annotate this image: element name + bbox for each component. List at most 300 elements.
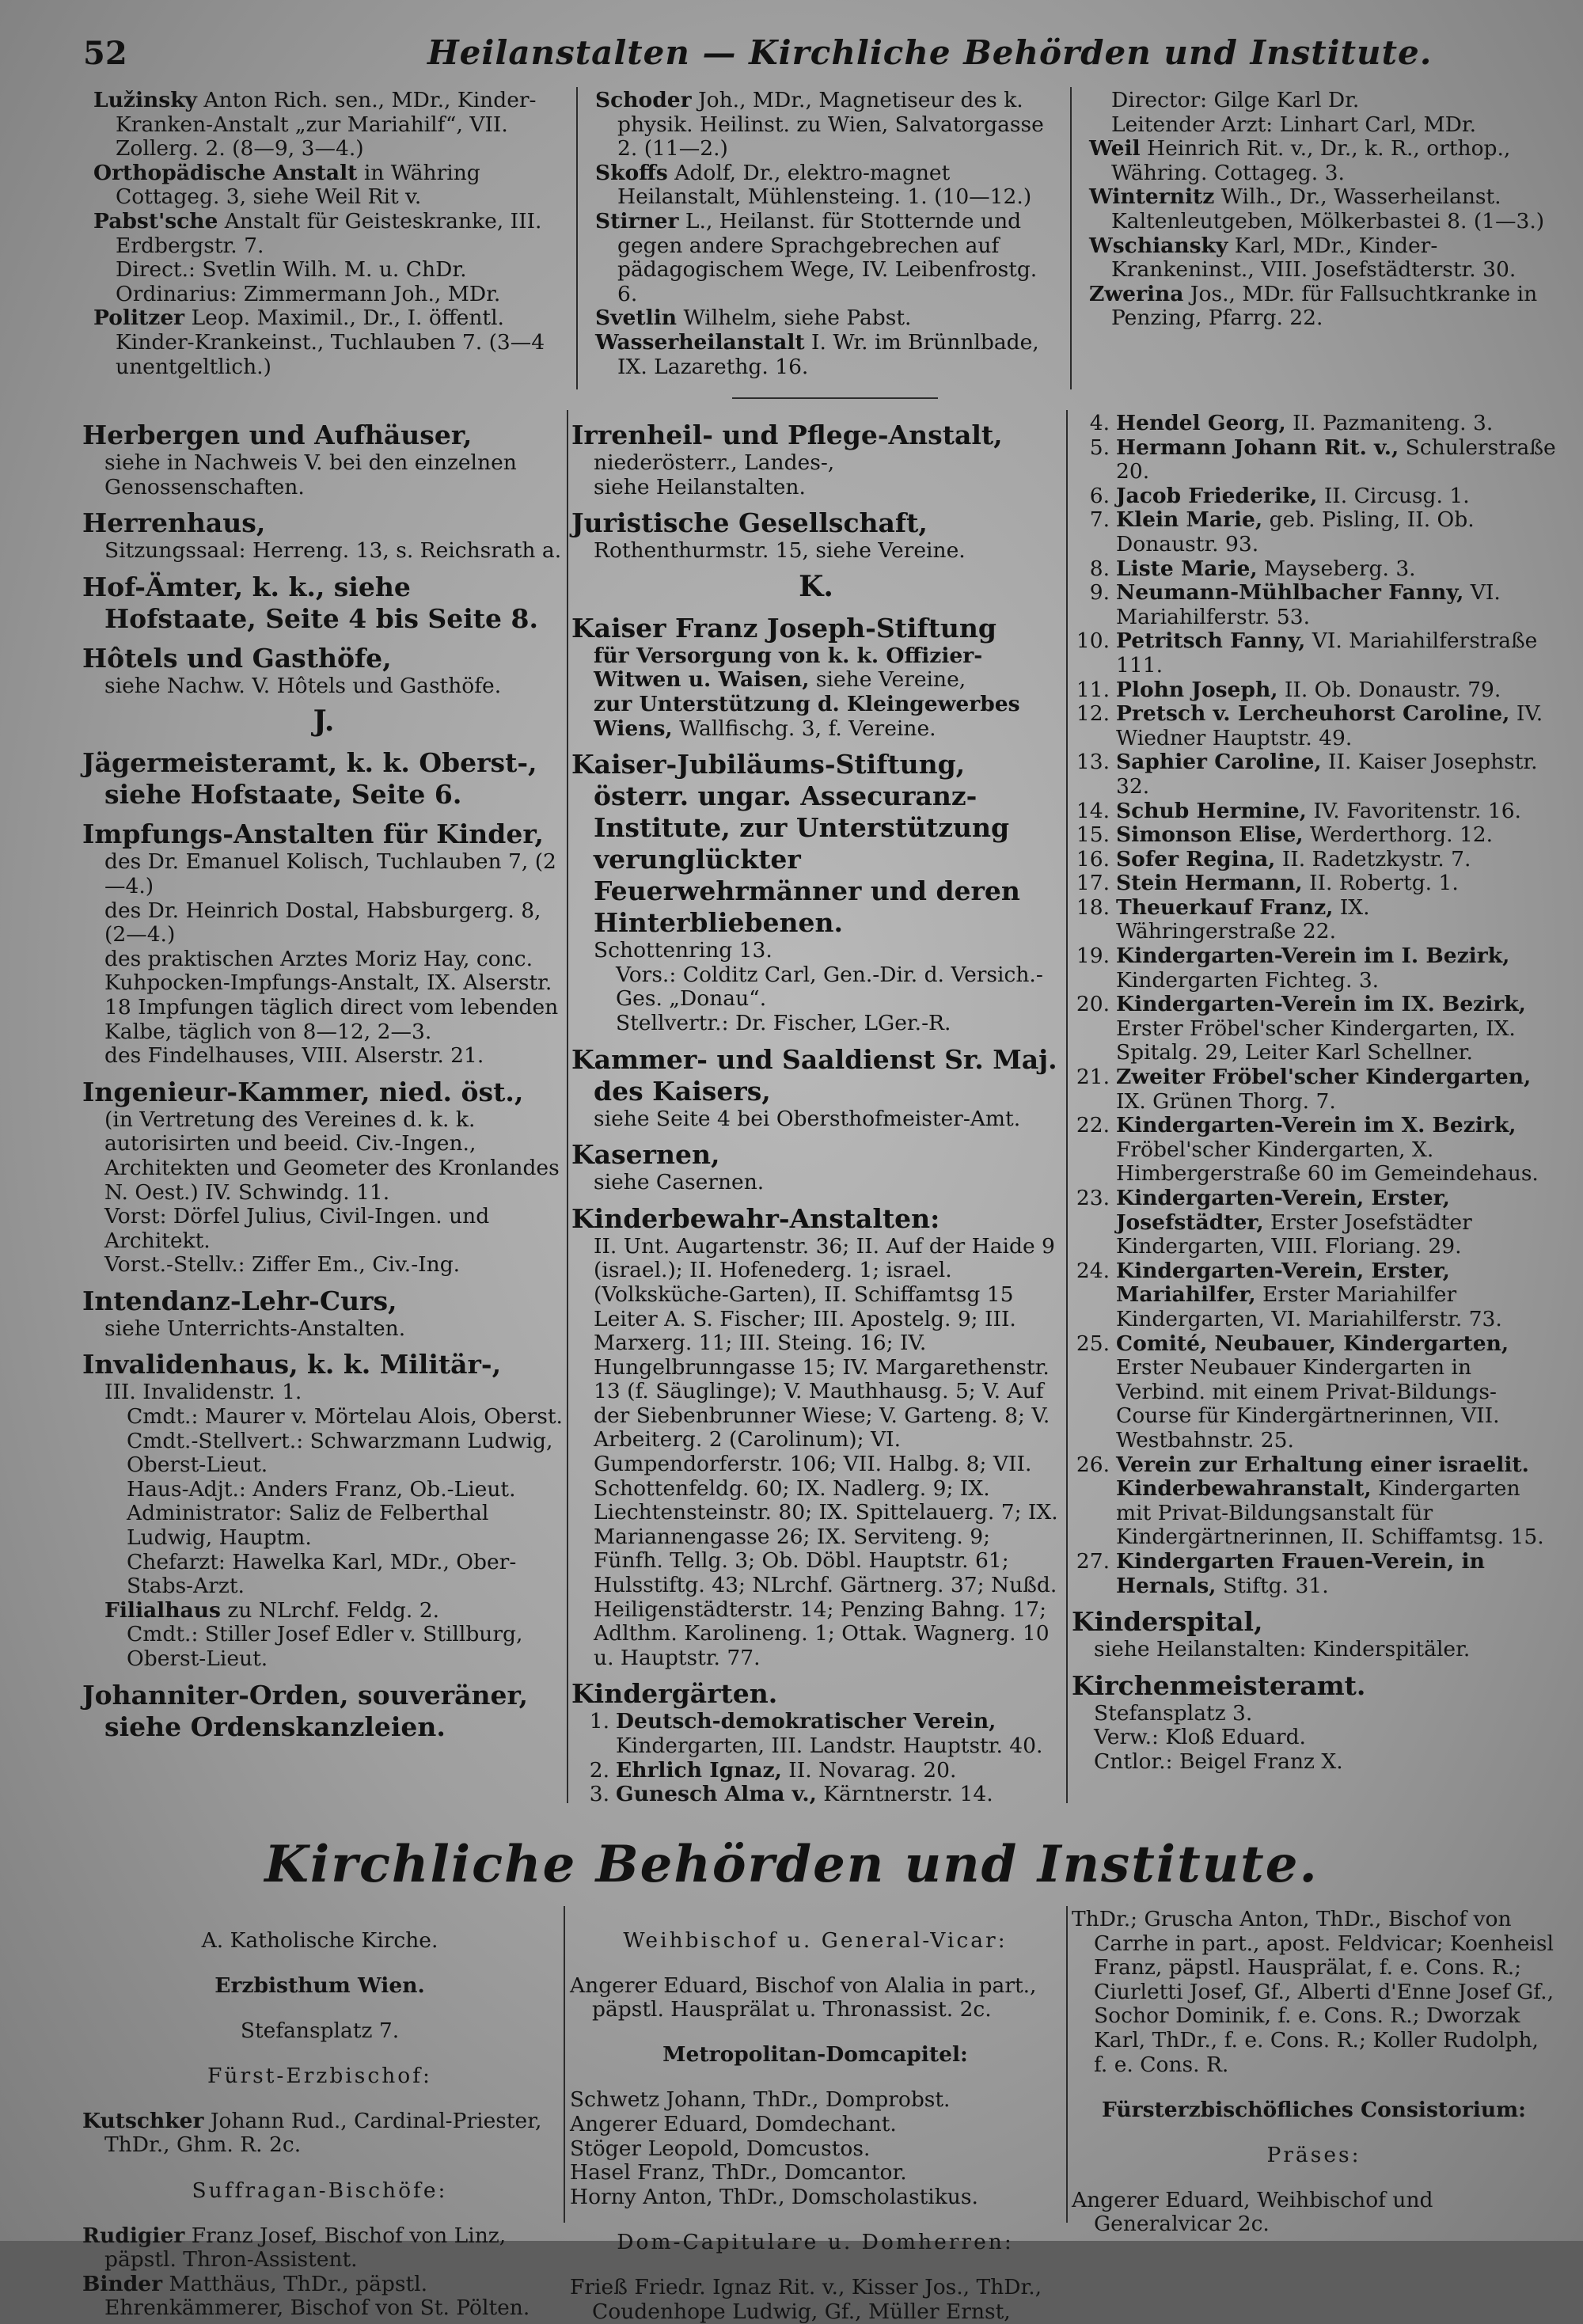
directory-entry (570, 1974, 1061, 2022)
entry-text: Anton Rich. sen., MDr., Kinder-Kranken-Anstalt „zur Mariahilf“, VII. Zollerg. 2. (8—9, 3—4.) (116, 88, 537, 161)
section-heading (571, 1678, 1061, 1710)
column-divider (567, 410, 568, 1803)
block2-column-2 (571, 412, 1061, 1807)
alphabet-letter (571, 568, 1061, 605)
entry-number: 24. (1076, 1258, 1110, 1283)
entry-text: des Dr. Heinrich Dostal, Habsburgerg. 8, (2—4.) (104, 898, 541, 947)
entry-detail (82, 899, 565, 947)
column-divider (564, 1906, 565, 2223)
entry-name: Ehrlich Ignaz, (616, 1757, 782, 1783)
numbered-entry (1072, 1259, 1556, 1332)
entry-name: Lužinsky (93, 88, 197, 112)
entry-text: Fürst-Erzbischof: (207, 2063, 432, 2088)
entry-text: Vorst: Dörfel Julius, Civil-Ingen. und Architekt. (104, 1204, 490, 1253)
entry-name: Herbergen und Aufhäuser, (82, 420, 473, 450)
entry-text: II. Unt. Augartenstr. 36; II. Auf der Haide 9 (israel.); II. Hofenederg. 1; israel. (Volksküche-Garten), II. Schiffamtsg 15 Leiter A. S. Fischer; III. Apostelg. 9; III. Marxerg. 11; III. Steing. 16; IV. Hungelbrunngasse 15; IV. Margarethenstr. 13 (f. Säuglinge); V. Mauthhausg. 5; V. Auf der Siebenbrunner Wiese; V. Garteng. 8; V. Arbeiterg. 2 (Carolinum); VI. Gumpendorferstr. 106; VII. Halbg. 8; VII. Schottenfeldg. 60; IX. Nadlerg. 9; IX. Liechtensteinstr. 80; IX. Spittelauerg. 7; IX. Mariannengasse 26; IX. Serviteng. 9; Fünfh. Tellg. 3; Ob. Döbl. Hauptstr. 61; Hulsstiftg. 43; NLrchf. Gärtnerg. 37; Nußd. Heiligenstädterstr. 14; Penzing Bahng. 17; Adlthm. Karolineng. 1; Ottak. Wagnerg. 10 u. Hauptstr. 77. (594, 1233, 1058, 1670)
column-divider (1066, 410, 1068, 1803)
entry-detail (571, 1235, 1061, 1671)
block1-column-3 (1089, 89, 1556, 331)
entry-name: Kaiser-Jubiläums-Stiftung, (571, 749, 966, 780)
directory-entry (93, 258, 568, 283)
entry-text: Erzbisthum Wien. (214, 1973, 425, 1998)
section-heading (571, 420, 1061, 451)
entry-text: IV. Favoritenstr. 16. (1306, 798, 1521, 823)
entry-text: nied. öst., (370, 1076, 524, 1107)
entry-name: Hôtels und Gasthöfe, (82, 642, 392, 674)
entry-detail (1072, 1726, 1556, 1750)
directory-entry (93, 161, 568, 210)
entry-name: Kasernen, (571, 1139, 720, 1171)
entry-detail (82, 1380, 565, 1405)
numbered-entry (571, 1710, 1061, 1758)
entry-detail (82, 1551, 565, 1599)
entry-name: Jacob Friederike, (1116, 483, 1318, 508)
entry-detail (571, 644, 1061, 693)
entry-number: 5. (1089, 435, 1110, 460)
entry-name: Neumann-Mühlbacher Fanny, (1116, 580, 1464, 606)
entry-name: Sofer Regina, (1116, 846, 1276, 872)
entry-name: Ingenieur-Kammer, (82, 1076, 370, 1107)
entry-name: Kutschker (82, 2108, 204, 2133)
column-divider (576, 87, 578, 389)
entry-detail (82, 1599, 565, 1623)
centered-heading (82, 1974, 557, 1999)
entry-text: Joh., MDr., Magnetiseur des k. physik. Heilinst. zu Wien, Salvatorgasse 2. (11—2.) (617, 88, 1044, 161)
entry-name: Kirchenmeisteramt. (1072, 1669, 1366, 1701)
entry-detail (82, 850, 565, 898)
entry-name: Gunesch Alma v., (616, 1782, 817, 1807)
entry-text: Stellvertr.: Dr. Fischer, LGer.-R. (616, 1010, 951, 1035)
entry-text: Vorst.-Stellv.: Ziffer Em., Civ.-Ing. (104, 1252, 461, 1278)
role-heading (1072, 2144, 1556, 2168)
centered-line (82, 2019, 557, 2044)
entry-name: Kammer- und Saaldienst (571, 1043, 936, 1075)
entry-name: Irrenheil- und Pflege-Anstalt, (571, 420, 1003, 450)
entry-number: 26. (1076, 1452, 1110, 1477)
entry-text: Cntlor.: Beigel Franz X. (1094, 1749, 1343, 1774)
entry-name: Kinderspital, (1072, 1606, 1263, 1638)
entry-number: 19. (1076, 944, 1110, 969)
entry-text: des Dr. Emanuel Kolisch, Tuchlauben 7, (2—4.) (104, 849, 556, 898)
entry-text: VI. Mariahilferstraße 111. (1116, 628, 1538, 678)
section-heading (571, 749, 1061, 939)
numbered-entry (1072, 1332, 1556, 1453)
entry-detail (571, 1107, 1061, 1132)
numbered-entry (1072, 484, 1556, 509)
entry-number: 14. (1076, 798, 1110, 823)
directory-entry (82, 2109, 557, 2158)
entry-name: Hof-Ämter, (82, 571, 244, 602)
numbered-entry (571, 1759, 1061, 1783)
numbered-entry (1072, 581, 1556, 629)
entry-number: 8. (1089, 556, 1110, 581)
entry-text: Stöger Leopold, Domcustos. (570, 2136, 871, 2161)
numbered-entry (1072, 629, 1556, 678)
entry-name: Stirner (595, 208, 679, 234)
block3-column-1 (82, 1908, 557, 2321)
section-heading (571, 1044, 1061, 1107)
entry-text: Erster Josefstädter Kindergarten, VIII. Floriang. 29. (1116, 1209, 1472, 1259)
entry-text: siehe Seite 4 bei Obersthofmeister-Amt. (594, 1106, 1021, 1131)
directory-entry (93, 210, 568, 258)
entry-text: Leitender Arzt: Linhart Carl, MDr. (1111, 112, 1477, 137)
entry-text: Schwetz Johann, ThDr., Domprobst. (570, 2087, 951, 2113)
section-heading (82, 818, 565, 850)
entry-detail (82, 1253, 565, 1278)
entry-text: II. Robertg. 1. (1302, 871, 1459, 896)
entry-text: Adolf, Dr., elektro-magnet Heilanstalt, Mühlensteing. 1. (10—12.) (617, 160, 1032, 210)
entry-text: niederösterr., Landes-, (594, 450, 835, 475)
entry-text: Weihbischof u. General-Vicar: (623, 1927, 1008, 1953)
section-heading (82, 572, 565, 635)
entry-name: Binder (82, 2271, 163, 2296)
entry-name: Wschiansky (1089, 233, 1228, 258)
entry-name: Simonson Elise, (1116, 822, 1304, 848)
entry-number: 17. (1076, 871, 1110, 896)
entry-text: Präses: (1266, 2142, 1361, 2167)
entry-detail (82, 1623, 565, 1671)
numbered-entry (1072, 872, 1556, 896)
numbered-entry (1072, 412, 1556, 436)
entry-text: Angerer Eduard, Weihbischof und Generalvicar 2c. (1072, 2187, 1433, 2237)
section-heading (82, 420, 565, 451)
numbered-entry (1072, 1550, 1556, 1598)
role-heading (82, 2064, 557, 2089)
entry-text: Leop. Maximil., Dr., I. öffentl. Kinder-Krankeinst., Tuchlauben 7. (3—4 unentgeltlich.) (116, 306, 545, 379)
entry-text: Horny Anton, ThDr., Domscholastikus. (570, 2184, 978, 2209)
entry-text: Jos., MDr. für Fallsuchtkranke in Penzing, Pfarrg. 22. (1111, 281, 1538, 331)
numbered-entry (1072, 1065, 1556, 1114)
entry-text: Stiftg. 31. (1216, 1573, 1329, 1598)
entry-number: 12. (1076, 701, 1110, 727)
directory-entry (1089, 283, 1556, 331)
section-heading (1072, 1670, 1556, 1702)
section-heading (82, 507, 565, 539)
entry-name: zur Unterstützung d. Kleingewerbes Wiens, (594, 691, 1020, 741)
entry-text: in Währing Cottageg. 3, siehe Weil Rit v. (116, 160, 480, 210)
entry-text: Erster Mariahilfer Kindergarten, VI. Mariahilferstr. 73. (1116, 1282, 1502, 1331)
role-heading (82, 2179, 557, 2204)
numbered-entry (1072, 557, 1556, 582)
entry-text: Heinrich Rit. v., Dr., k. R., orthop., Währing. Cottageg. 3. (1111, 136, 1511, 185)
numbered-entry (1072, 944, 1556, 993)
entry-text: VI. Mariahilferstr. 53. (1116, 580, 1501, 629)
section-heading (571, 613, 1061, 644)
entry-text: II. Circusg. 1. (1317, 483, 1470, 508)
numbered-entry (1072, 823, 1556, 848)
entry-text: Mayseberg. 3. (1257, 556, 1416, 581)
entry-name: Orthopädische Anstalt (93, 160, 358, 185)
entry-text: für Kinder, (374, 818, 544, 850)
entry-text: siehe Vereine, (809, 667, 966, 693)
entry-detail (82, 1478, 565, 1502)
directory-entry (1089, 234, 1556, 283)
entry-detail (82, 1044, 565, 1069)
directory-entry (1072, 2189, 1556, 2237)
entry-text: Direct.: Svetlin Wilh. M. u. ChDr. (116, 257, 467, 283)
entry-text: IX. Grünen Thorg. 7. (1116, 1088, 1336, 1114)
directory-entry (570, 2276, 1061, 2324)
entry-name: Svetlin (595, 306, 678, 331)
entry-text: Angerer Eduard, Bischof von Alalia in part., päpstl. Hausprälat u. Thronassist. 2c. (570, 1973, 1037, 2022)
entry-text: Wilhelm, siehe Pabst. (677, 306, 912, 331)
entry-text: Vors.: Colditz Carl, Gen.-Dir. d. Versich.-Ges. „Donau“. (616, 962, 1043, 1012)
entry-text: des praktischen Arztes Moriz Hay, conc. Kuhpocken-Impfungs-Anstalt, IX. Alserstr. 18 Impfungen täglich direct vom lebenden Kalbe, täglich von 8—12, 2—3. (104, 946, 559, 1044)
entry-text: II. Pazmaniteng. 3. (1285, 411, 1494, 435)
block1-column-2 (595, 89, 1062, 379)
section-rule (732, 397, 938, 399)
entry-name: Liste Marie, (1116, 556, 1258, 581)
entry-name: Skoffs (595, 160, 668, 185)
directory-entry (1072, 1908, 1556, 2077)
entry-detail (82, 947, 565, 1044)
entry-text: IV. Wiedner Hauptstr. 49. (1116, 701, 1543, 750)
section-heading (82, 1349, 565, 1380)
numbered-entry (1072, 678, 1556, 703)
entry-text: geb. Pisling, II. Ob. Donaustr. 93. (1116, 507, 1475, 556)
entry-text: (in Vertretung des Vereines d. k. k. autorisirten und beeid. Civ.-Ingen., Architekten und Geometer des Kronlandes N. Oest.) IV. Schwindg. 11. (104, 1107, 560, 1205)
entry-text: siehe Nachw. V. Hôtels und Gasthöfe. (104, 673, 502, 698)
entry-text: Verw.: Kloß Eduard. (1094, 1725, 1306, 1750)
entry-text: siehe in Nachweis V. bei den einzelnen Genossenschaften. (104, 450, 517, 499)
entry-text: Frieß Friedr. Ignaz Rit. v., Kisser Jos., ThDr., Coudenhope Ludwig, Gf., Müller Ernst, (570, 2274, 1042, 2324)
section-title: Kirchliche Behörden und Institute. (264, 1835, 1319, 1894)
entry-number: 20. (1076, 992, 1110, 1017)
entry-detail (82, 1205, 565, 1253)
entry-text: Suffragan-Bischöfe: (192, 2178, 448, 2203)
entry-name: Petritsch Fanny, (1116, 628, 1306, 654)
entry-text: Haus-Adjt.: Anders Franz, Ob.-Lieut. (127, 1476, 516, 1502)
entry-name: Pabst'sche (93, 208, 218, 234)
entry-text: Werderthorg. 12. (1303, 822, 1494, 848)
entry-text: Franz Josef, Bischof von Linz, päpstl. Thron-Assistent. (104, 2223, 507, 2273)
section-heading (571, 1203, 1061, 1235)
entry-text: Schulerstraße 20. (1116, 435, 1556, 484)
directory-entry (570, 2137, 1061, 2162)
entry-detail (571, 451, 1061, 476)
entry-text: Kindergarten Fichteg. 3. (1116, 967, 1380, 993)
entry-text: siehe Unterrichts-Anstalten. (104, 1316, 406, 1341)
numbered-entry (1072, 848, 1556, 872)
entry-text: Administrator: Saliz de Felberthal Ludwig, Hauptm. (127, 1501, 489, 1551)
entry-name: Filialhaus (104, 1597, 221, 1623)
block3-column-2 (570, 1908, 1061, 2324)
entry-detail (82, 674, 565, 699)
numbered-entry (1072, 896, 1556, 944)
entry-detail (571, 939, 1061, 963)
entry-number: 18. (1076, 894, 1110, 920)
entry-number: 25. (1076, 1331, 1110, 1356)
entry-detail (571, 963, 1061, 1012)
entry-text: J. (313, 704, 335, 739)
directory-entry (595, 331, 1062, 379)
entry-name: für Versorgung von k. k. Offizier-Witwen u. Waisen, (594, 643, 983, 693)
entry-name: Hendel Georg, (1116, 411, 1286, 435)
directory-entry (93, 89, 568, 161)
entry-text: A. Katholische Kirche. (201, 1927, 438, 1953)
page-header (0, 30, 1583, 78)
entry-text: zu NLrchf. Feldg. 2. (220, 1597, 439, 1623)
numbered-entry (571, 1783, 1061, 1807)
centered-heading (1072, 2098, 1556, 2123)
entry-number: 9. (1089, 580, 1110, 606)
section-heading (571, 507, 1061, 539)
entry-text: II. Radetzkystr. 7. (1275, 846, 1471, 872)
numbered-entry (1072, 436, 1556, 484)
directory-entry (570, 2185, 1061, 2210)
entry-name: Saphier Caroline, (1116, 750, 1322, 775)
entry-text: Karl, MDr., Kinder-Krankeninst., VIII. Josefstädterstr. 30. (1111, 233, 1517, 283)
running-title: Heilanstalten — Kirchliche Behörden und Institute. (427, 33, 1433, 72)
entry-detail (571, 1012, 1061, 1036)
directory-entry (595, 161, 1062, 210)
entry-text: II. Ob. Donaustr. 79. (1277, 677, 1501, 702)
entry-text: Rothenthurmstr. 15, siehe Vereine. (594, 538, 966, 564)
block3-column-3 (1072, 1908, 1556, 2237)
entry-name: Kindergärten. (571, 1678, 778, 1710)
entry-number: 27. (1076, 1548, 1110, 1574)
directory-entry (93, 283, 568, 307)
entry-text: k. k. Militär-, (298, 1349, 502, 1380)
section-heading (1072, 1606, 1556, 1638)
block2-column-1 (82, 412, 565, 1743)
entry-text: Cmdt.: Stiller Josef Edler v. Stillburg, Oberst-Lieut. (127, 1622, 523, 1671)
entry-text: Ordinarius: Zimmermann Joh., MDr. (116, 281, 501, 306)
entry-text: k. k., siehe Hofstaate, Seite 4 bis Seite 8. (104, 571, 538, 634)
entry-text: Sr. Maj. des Kaisers, (594, 1043, 1057, 1107)
entry-number: 13. (1076, 750, 1110, 775)
entry-text: österr. ungar. Assecuranz-Institute, zur Unterstützung verunglückter Feuerwehrmänner und deren Hinterbliebenen. (594, 780, 1020, 939)
entry-name: Invalidenhaus, (82, 1349, 298, 1380)
entry-name: Zweiter Fröbel'scher Kindergarten, (1116, 1065, 1532, 1090)
column-divider (1066, 1906, 1068, 2223)
entry-number: 6. (1089, 483, 1110, 508)
numbered-entry (1072, 1453, 1556, 1550)
entry-text: Wilh., Dr., Wasserheilanst. Kaltenleutgeben, Mölkerbastei 8. (1—3.) (1111, 184, 1545, 234)
entry-text: Cmdt.: Maurer v. Mörtelau Alois, Oberst. (127, 1404, 563, 1430)
entry-name: Schub Hermine, (1116, 798, 1307, 823)
entry-name: Juristische Gesellschaft, (571, 507, 928, 539)
directory-entry (82, 2224, 557, 2273)
entry-name: Kindergarten-Verein im IX. Bezirk, (1116, 992, 1526, 1017)
entry-detail (571, 476, 1061, 500)
entry-name: Theuerkauf Franz, (1116, 894, 1334, 920)
entry-text: Wallfischg. 3, f. Vereine. (672, 716, 936, 741)
entry-name: Kaiser Franz Joseph-Stiftung (571, 612, 996, 644)
numbered-entry (1072, 1187, 1556, 1259)
entry-name: Kindergarten-Verein im I. Bezirk, (1116, 944, 1510, 969)
directory-entry (595, 210, 1062, 306)
entry-text: Cmdt.-Stellvert.: Schwarzmann Ludwig, Oberst-Lieut. (127, 1428, 553, 1478)
entry-number: 4. (1089, 411, 1110, 435)
entry-name: Zwerina (1089, 281, 1184, 306)
entry-text: Schottenring 13. (594, 938, 773, 963)
section-heading (82, 643, 565, 674)
section-heading (571, 1139, 1061, 1171)
directory-entry (93, 306, 568, 379)
section-heading (82, 1077, 565, 1108)
entry-name: Kindergarten Frauen-Verein, in Hernals, (1116, 1548, 1485, 1598)
entry-text: k. k. Oberst-, siehe Hofstaate, Seite 6. (104, 747, 537, 811)
entry-text: Hasel Franz, ThDr., Domcantor. (570, 2160, 907, 2185)
numbered-entry (1072, 702, 1556, 750)
entry-number: 2. (589, 1757, 609, 1783)
entry-detail (82, 1502, 565, 1550)
entry-name: Impfungs-Anstalten (82, 818, 374, 850)
entry-name: Intendanz-Lehr-Curs, (82, 1285, 397, 1316)
column-divider (1070, 87, 1072, 389)
directory-entry (595, 306, 1062, 331)
entry-text: Director: Gilge Karl Dr. (1111, 88, 1360, 112)
directory-entry (1089, 137, 1556, 185)
entry-detail (82, 1405, 565, 1430)
entry-text: L., Heilanst. für Stotternde und gegen andere Sprachgebrechen auf pädagogischem Wege, IV. Leibenfrostg. 6. (617, 208, 1038, 306)
entry-number: 1. (589, 1709, 609, 1734)
entry-name: Hermann Johann Rit. v., (1116, 435, 1399, 460)
directory-entry (1089, 185, 1556, 234)
entry-detail (82, 1317, 565, 1342)
entry-text: Dom-Capitulare u. Domherren: (617, 2229, 1014, 2254)
entry-detail (82, 1108, 565, 1205)
entry-detail (1072, 1638, 1556, 1662)
directory-entry (1089, 89, 1556, 113)
entry-text: K. (799, 569, 833, 603)
entry-number: 7. (1089, 507, 1110, 533)
entry-text: siehe Heilanstalten: Kinderspitäler. (1094, 1637, 1471, 1662)
entry-text: siehe Casernen. (594, 1170, 765, 1195)
entry-name: Klein Marie, (1116, 507, 1263, 533)
entry-text: Fürsterzbischöfliches Consistorium: (1102, 2097, 1526, 2122)
entry-number: 23. (1076, 1186, 1110, 1210)
entry-name: Stein Hermann, (1116, 871, 1303, 896)
block1-column-1 (93, 89, 568, 379)
entry-number: 22. (1076, 1113, 1110, 1138)
entry-text: des Findelhauses, VIII. Alserstr. 21. (104, 1043, 484, 1069)
entry-text: Erster Fröbel'scher Kindergarten, IX. Spitalg. 29, Leiter Karl Schellner. (1116, 1016, 1516, 1065)
entry-name: Schoder (595, 88, 692, 112)
entry-text: Kindergarten, III. Landstr. Hauptstr. 40. (616, 1734, 1043, 1758)
entry-text: II. Kaiser Josephstr. 32. (1116, 750, 1538, 799)
numbered-entry (1072, 993, 1556, 1065)
entry-name: Winternitz (1089, 184, 1215, 210)
entry-text: Matthäus, ThDr., päpstl. Ehrenkämmerer, Bischof von St. Pölten. (104, 2271, 530, 2321)
directory-entry (570, 2161, 1061, 2185)
entry-text: II. Novarag. 20. (781, 1757, 957, 1783)
centered-heading (570, 2043, 1061, 2068)
entry-text: Angerer Eduard, Domdechant. (570, 2111, 897, 2136)
entry-text: Sitzungssaal: Herreng. 13, s. Reichsrath a. (104, 538, 562, 564)
entry-text: souveräner, siehe Ordenskanzleien. (104, 1679, 529, 1742)
entry-name: Kindergarten-Verein im X. Bezirk, (1116, 1113, 1517, 1138)
entry-text: Stefansplatz 7. (240, 2018, 400, 2043)
entry-text: ThDr.; Gruscha Anton, ThDr., Bischof von Carrhe in part., apost. Feldvicar; Koenheisl Franz, päpstl. Hausprälat, f. e. Cons. R.; Ciurletti Josef, Gf., Alberti d'Enne Josef Gf., Sochor Dominik, f. e. Cons. R.; Dworzak Karl, ThDr., f. e. Cons. R.; Koller Rudolph, f. e. Cons. R. (1072, 1907, 1554, 2077)
entry-detail (571, 1171, 1061, 1195)
entry-name: Herrenhaus, (82, 507, 266, 539)
entry-detail (1072, 1702, 1556, 1726)
entry-text: III. Invalidenstr. 1. (104, 1380, 302, 1405)
alphabet-letter (82, 703, 565, 739)
entry-name: Johanniter-Orden, (82, 1679, 349, 1711)
entry-name: Jägermeisteramt, (82, 747, 338, 779)
entry-text: siehe Heilanstalten. (594, 474, 806, 499)
entry-detail (571, 693, 1061, 741)
entry-name: Kindergarten-Verein, Erster, Josefstädter, (1116, 1186, 1450, 1235)
role-heading (570, 1929, 1061, 1954)
entry-text: I. Wr. im Brünnlbade, IX. Lazarethg. 16. (617, 329, 1039, 379)
numbered-entry (1072, 750, 1556, 799)
entry-name: Verein zur Erhaltung einer israelit. Kinderbewahranstalt, (1116, 1452, 1529, 1502)
entry-detail (571, 539, 1061, 564)
